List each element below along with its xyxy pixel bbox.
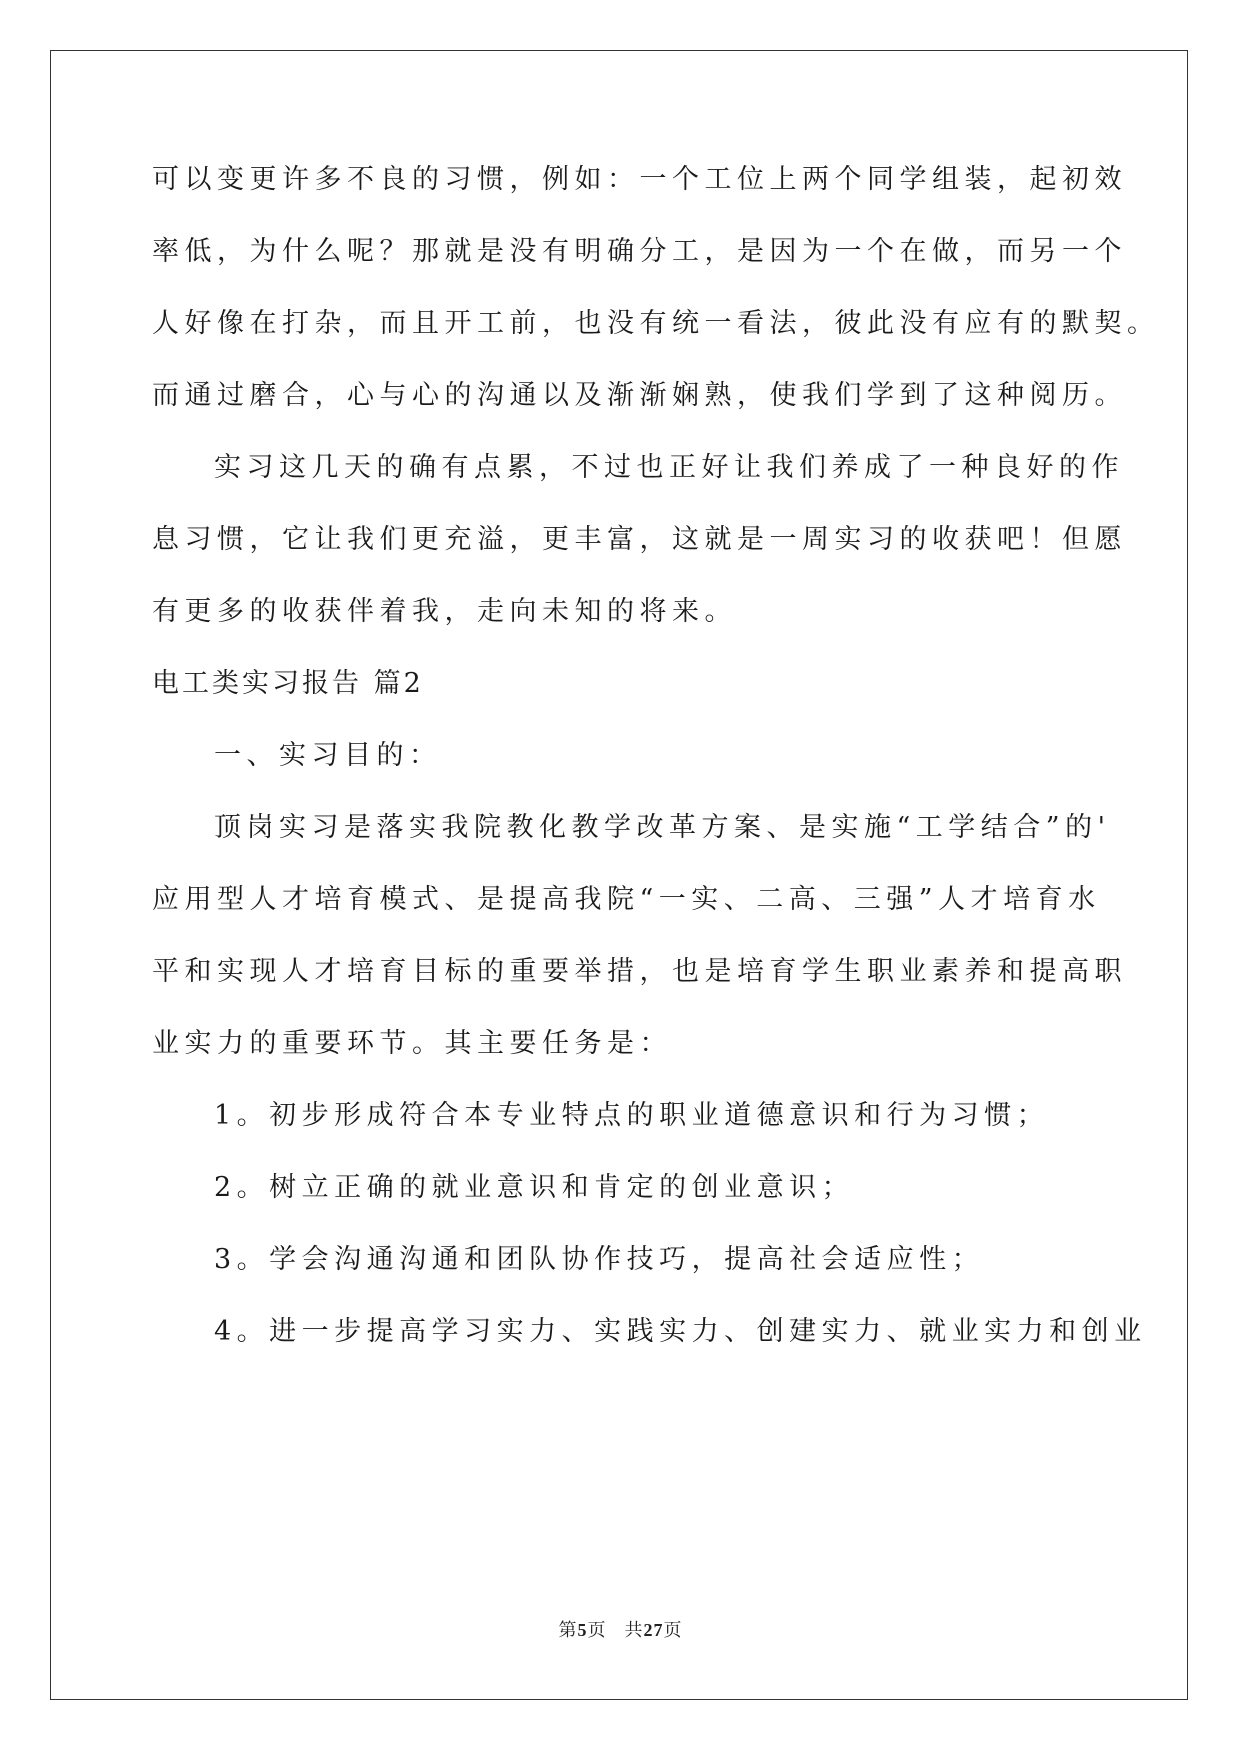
page-unit: 页 — [587, 1620, 607, 1640]
paragraph-line: 平和实现人才培育目标的重要举措，也是培育学生职业素养和提高职 — [152, 956, 1127, 987]
page-total: 27 — [643, 1620, 664, 1640]
subsection-heading: 一、实习目的： — [214, 740, 442, 771]
paragraph-line: 顶岗实习是落实我院教化教学改革方案、是实施“工学结合”的' — [214, 812, 1111, 843]
paragraph-line: 息习惯，它让我们更充溢，更丰富，这就是一周实习的收获吧！但愿 — [152, 524, 1127, 555]
paragraph-line: 率低，为什么呢？那就是没有明确分工，是因为一个在做，而另一个 — [152, 236, 1127, 267]
paragraph-line: 可以变更许多不良的习惯，例如：一个工位上两个同学组装，起初效 — [152, 164, 1127, 195]
paragraph-line: 应用型人才培育模式、是提高我院“一实、二高、三强”人才培育水 — [152, 884, 1101, 915]
list-item: 4。进一步提高学习实力、实践实力、创建实力、就业实力和创业 — [214, 1316, 1147, 1347]
page-footer — [0, 1616, 1241, 1642]
list-item: 3。学会沟通沟通和团队协作技巧，提高社会适应性； — [214, 1244, 985, 1275]
paragraph-line: 人好像在打杂，而且开工前，也没有统一看法，彼此没有应有的默契。 — [152, 308, 1160, 339]
page-prefix: 第 — [558, 1620, 578, 1640]
page-border — [50, 50, 1188, 1700]
total-unit: 页 — [663, 1620, 683, 1640]
total-prefix: 共 — [624, 1620, 644, 1640]
list-item: 1。初步形成符合本专业特点的职业道德意识和行为习惯； — [214, 1100, 1050, 1131]
list-item: 2。树立正确的就业意识和肯定的创业意识； — [214, 1172, 855, 1203]
paragraph-line: 而通过磨合，心与心的沟通以及渐渐娴熟，使我们学到了这种阅历。 — [152, 380, 1127, 411]
paragraph-line: 有更多的收获伴着我，走向未知的将来。 — [152, 596, 737, 627]
section-heading: 电工类实习报告 篇2 — [152, 668, 424, 699]
paragraph-line: 业实力的重要环节。其主要任务是： — [152, 1028, 672, 1059]
page-number: 5 — [577, 1620, 588, 1640]
paragraph-line: 实习这几天的确有点累，不过也正好让我们养成了一种良好的作 — [214, 452, 1124, 483]
